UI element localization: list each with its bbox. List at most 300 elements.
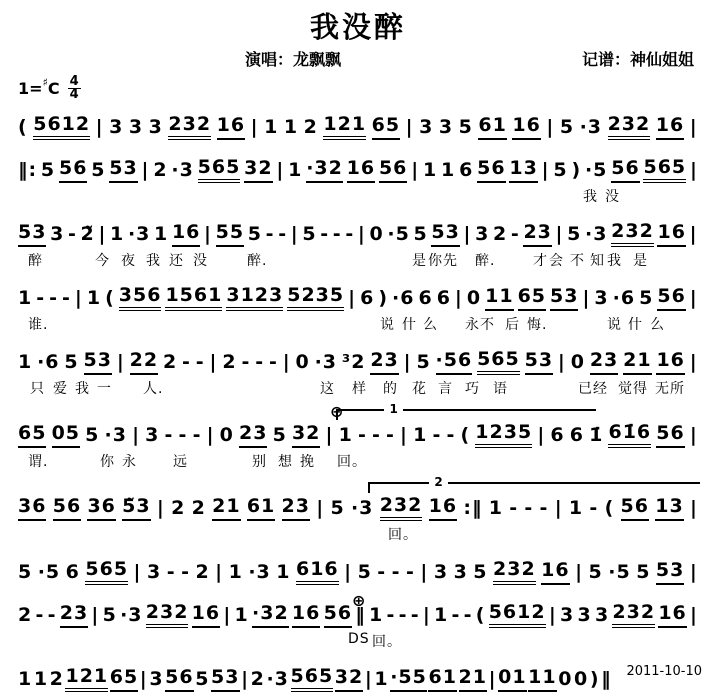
lyric-syllable: 想 (278, 454, 293, 470)
music-line (18, 659, 698, 692)
notation-token: | (156, 497, 165, 519)
notation-line (18, 665, 698, 692)
notation-token: | (689, 116, 698, 138)
notation-token: - (524, 497, 534, 519)
lyric-syllable: 我 (583, 189, 598, 205)
notation-token: 2 (303, 116, 318, 138)
notation-token: ·55 (390, 666, 427, 692)
notation-token: | (548, 604, 557, 626)
lyric-syllable: 一 (97, 381, 112, 397)
notation-token: 2 (162, 351, 178, 373)
notation-token: 5 (567, 223, 582, 245)
lyric-syllable: 什 (628, 317, 643, 333)
music-line (18, 214, 698, 268)
notation-token: 56 (53, 495, 81, 521)
lyric-syllable: 说 (380, 317, 395, 333)
notation-token: | (95, 116, 104, 138)
lyric-syllable: 这 (320, 381, 335, 397)
notation-token: 56 (59, 157, 87, 183)
notation-token: 23 (60, 602, 88, 628)
lyric-syllable: 回。 (337, 454, 367, 470)
notation-token: 232 (611, 220, 654, 247)
notation-token: 2 (49, 668, 64, 690)
coda-icon: ⊕ (352, 591, 366, 610)
notation-token: | (364, 668, 373, 690)
notation-token: 53 (656, 559, 684, 585)
notation-token: 1 (33, 668, 49, 690)
lyric-syllable: 不 (570, 253, 585, 269)
notation-token: 2 (171, 497, 186, 519)
notation-token: 1 (422, 159, 438, 181)
notation-token: 1 (288, 159, 303, 181)
lyric-syllable: 回。 (372, 634, 402, 650)
notation-token: 16 (429, 495, 457, 521)
notation-token: 56 (611, 157, 639, 183)
notation-token: 0 (369, 223, 384, 245)
notation-token: ( (475, 604, 486, 626)
notation-token: 16 (192, 602, 220, 628)
notation-token: | (204, 223, 212, 245)
notation-token: 16 (512, 114, 540, 140)
notation-token: | (206, 424, 215, 446)
notation-token: 6 (569, 424, 584, 446)
notation-token: 3 (149, 668, 164, 690)
notation-token: - (49, 287, 59, 309)
lyric-syllable: 样 (352, 381, 367, 397)
notation-token: 23 (590, 349, 618, 375)
notation-token: 2 (222, 351, 237, 373)
lyric-syllable: 你 (100, 454, 115, 470)
notation-token: 36 (18, 495, 46, 521)
notation-token: 32 (244, 157, 272, 183)
notation-token: 16 (656, 114, 684, 140)
notation-token: 5 (458, 116, 473, 138)
lyric-syllable: 今 (95, 253, 110, 269)
notation-token: 6 (418, 287, 433, 309)
notation-token: ·5 (608, 561, 631, 583)
volta-label: 2 (429, 475, 447, 489)
notation-token: ·3 (266, 668, 289, 690)
notation-token: 3 (109, 116, 124, 138)
notation-token: - (62, 287, 71, 309)
notation-token: 5 (413, 223, 428, 245)
notation-token: 13 (509, 157, 537, 183)
notation-token: 5 (102, 604, 117, 626)
notation-token: - (278, 223, 288, 245)
notation-line (18, 113, 698, 140)
notation-token: - (36, 287, 46, 309)
notation-token: 3 (419, 116, 434, 138)
byline-row (18, 47, 698, 71)
lyric-syllable: 我 (75, 381, 90, 397)
notation-token: | (555, 223, 564, 245)
notation-token: | (403, 351, 412, 373)
notation-token: 1 (338, 424, 353, 446)
key-signature (18, 73, 698, 103)
notation-token: | (241, 668, 250, 690)
music-line (18, 150, 698, 204)
notation-token: 16 (658, 602, 686, 628)
notation-token: | (689, 351, 698, 373)
notation-token: 5 (40, 159, 56, 181)
notation-token: 5 (64, 351, 79, 373)
notation-token: ·3 (127, 223, 151, 245)
notation-token: 65 (518, 285, 546, 311)
lyric-syllable: 是 (412, 253, 427, 269)
notation-token: 65 (110, 666, 138, 692)
lyrics-line (18, 630, 698, 649)
notation-token: 1 (154, 223, 169, 245)
notation-token: 5 (473, 561, 488, 583)
notation-token: ·3 (248, 561, 271, 583)
lyric-syllable: 巧 (465, 381, 480, 397)
notation-token: | (488, 668, 497, 690)
lyric-syllable: 醉. (247, 253, 268, 269)
notation-token: 6 (550, 424, 565, 446)
notation-token: 53 (18, 221, 46, 247)
notation-token: 0 (295, 351, 310, 373)
notation-token: ·6 (37, 351, 60, 373)
notation-token: - (377, 561, 387, 583)
lyric-syllable: 醉 (28, 253, 43, 269)
volta-label: 1 (384, 402, 402, 416)
notation-token: 356 (119, 284, 162, 311)
notation-token: 0 (574, 668, 589, 690)
notation-token: | (689, 287, 698, 309)
notation-token: 53 (550, 285, 578, 311)
lyrics-line (18, 450, 698, 469)
notation-token: 2 (250, 668, 265, 690)
notation-token: | (689, 223, 698, 245)
notation-token: 21 (459, 666, 487, 692)
notation-token: - (451, 604, 461, 626)
notation-token: 1 (264, 116, 279, 138)
notation-token: 232 (608, 113, 651, 140)
music-line (18, 552, 698, 585)
notation-token: 32 (292, 422, 320, 448)
lyrics-line (18, 249, 698, 268)
notation-token: - (182, 351, 191, 373)
performer-credit: 演唱：龙飘飘 (245, 50, 342, 69)
lyric-syllable: 的 (383, 381, 398, 397)
notation-token: 16 (657, 221, 685, 247)
notation-token: 5 (85, 424, 100, 446)
notation-token: 5 (195, 668, 210, 690)
time-signature-numerator: 4 (69, 73, 79, 89)
notation-token: | (557, 351, 566, 373)
notation-token: 3 (148, 116, 163, 138)
notation-token: | (209, 351, 218, 373)
notation-token: ‖: (18, 159, 38, 181)
lyric-syllable: 还 (169, 253, 184, 269)
lyric-syllable: DS (348, 631, 370, 647)
notation-token: 1 (369, 604, 384, 626)
notation-token: | (98, 223, 107, 245)
notation-token: 16 (217, 114, 245, 140)
notation-token: | (689, 561, 698, 583)
notation-token: 11 (485, 285, 513, 311)
notation-token: 01 (498, 666, 526, 692)
notation-token: | (690, 604, 698, 626)
notation-token: ·3 (585, 223, 608, 245)
lyric-syllable: 人. (143, 381, 164, 397)
notation-token: ·3 (314, 351, 338, 373)
notation-token: 5612 (33, 113, 90, 140)
notation-token: | (223, 604, 232, 626)
notation-token: 56 (621, 495, 649, 521)
lyric-syllable: 么 (423, 317, 438, 333)
notation-token: 61̇6 (608, 421, 651, 448)
lyric-syllable: 没 (193, 253, 208, 269)
notation-token: - (391, 561, 401, 583)
notation-token: | (541, 159, 550, 181)
music-line (18, 278, 698, 332)
notation-token: 21 (212, 495, 240, 521)
notation-token: ) (589, 668, 600, 690)
notation-token: - (241, 351, 251, 373)
notation-token: 1 (110, 223, 125, 245)
notation-token: 1 (434, 604, 449, 626)
lyric-syllable: 什 (402, 317, 417, 333)
notation-token: | (411, 159, 420, 181)
notation-token: 565 (643, 156, 686, 183)
notation-token: 232 (493, 558, 536, 585)
notation-token: | (316, 497, 325, 519)
notation-token: - (410, 604, 420, 626)
notation-token: 565 (198, 156, 241, 183)
notation-token: ‖ (601, 668, 612, 690)
lyric-syllable: 没 (605, 189, 620, 205)
notation-token: - (509, 497, 519, 519)
notation-token: 56 (657, 285, 685, 311)
notation-token: | (689, 159, 698, 181)
notation-token: 1 (86, 287, 102, 309)
notation-token: 5 (330, 497, 345, 519)
notation-token: - (255, 351, 265, 373)
notation-token: | (74, 287, 83, 309)
notation-token: 3123 (226, 284, 283, 311)
notation-token: 3 (577, 604, 592, 626)
notation-token: 21 (623, 349, 651, 375)
lyric-syllable: 回。 (388, 527, 418, 543)
notation-token: 6 (436, 287, 451, 309)
notation-token: 121 (65, 665, 108, 692)
notation-token: ( (460, 424, 471, 446)
lyric-syllable: 已经 (578, 381, 608, 397)
notation-token: 2 (18, 604, 33, 626)
notation-token: 53 (431, 221, 459, 247)
notation-token: - (386, 604, 396, 626)
notation-token: | (133, 561, 142, 583)
notation-token: 56 (165, 666, 193, 692)
lyric-syllable: 谁. (28, 317, 49, 333)
notation-token: 1 (234, 604, 249, 626)
notation-token: - (398, 604, 408, 626)
notation-token: 3 (438, 116, 454, 138)
lyric-syllable: 夜 (121, 253, 136, 269)
lyric-syllable: 醉. (475, 253, 496, 269)
lyric-syllable: 永不 (465, 317, 495, 333)
notation-token: 23 (282, 495, 310, 521)
notation-token: 1561 (165, 284, 222, 311)
notation-token: 1 (18, 351, 33, 373)
time-signature-denominator: 4 (69, 86, 79, 102)
lyric-syllable: 我 (607, 253, 622, 269)
notation-token: | (215, 561, 224, 583)
notation-token: | (141, 159, 150, 181)
notation-token: - (371, 424, 381, 446)
notation-token: 5̃3 (122, 495, 150, 521)
notation-token: 0 (219, 424, 234, 446)
notation-token: 5 (639, 287, 654, 309)
notation-token: 616 (296, 558, 339, 585)
notation-token: 5 (416, 351, 431, 373)
notation-token: | (132, 424, 141, 446)
volta-bracket (368, 475, 700, 493)
notation-token: 13 (655, 495, 683, 521)
notation-token: 16 (656, 349, 684, 375)
lyric-syllable: 挽 (300, 454, 315, 470)
notation-token: | (537, 424, 546, 446)
notation-token: ·3 (579, 116, 603, 138)
notation-token: 1 (374, 668, 389, 690)
notation-line (18, 421, 698, 448)
lyric-syllable: 你 (428, 253, 443, 269)
notation-token: 5 (559, 116, 575, 138)
notation-token: ·32 (252, 602, 289, 628)
notation-token: 56 (656, 422, 684, 448)
notation-token: 565 (477, 348, 520, 375)
notation-token: 3 (475, 223, 490, 245)
notation-token: - (166, 561, 176, 583)
notation-token: 32 (335, 666, 363, 692)
notation-token: | (575, 561, 584, 583)
notation-token: ·5 (387, 223, 410, 245)
notation-token: | (116, 351, 125, 373)
notation-token: 61 (478, 114, 506, 140)
notation-token: - (386, 424, 395, 446)
notation-token: 36 (87, 495, 115, 521)
notation-token: ³2 (341, 351, 366, 373)
notation-token: 5 (302, 223, 317, 245)
notation-token: | (344, 561, 353, 583)
notation-token: 1 (18, 668, 33, 690)
notation-token: 1̇ (589, 424, 604, 446)
notation-token: 0 (558, 668, 573, 690)
notation-token: - (320, 223, 330, 245)
notation-token: 1 (18, 287, 33, 309)
lyric-syllable: 觉得 (618, 381, 648, 397)
notation-token: 1 (228, 561, 243, 583)
notation-token: | (290, 223, 299, 245)
notation-token: 1 (413, 424, 428, 446)
notation-token: | (276, 159, 285, 181)
notation-token: - (268, 351, 278, 373)
lyric-syllable: 悔. (527, 317, 548, 333)
lyrics-line (18, 313, 698, 332)
notation-token: 2̃ (80, 223, 95, 245)
notation-token: 0 (466, 287, 482, 309)
notation-token: 3 (594, 604, 610, 626)
lyric-syllable: 后 (505, 317, 520, 333)
notation-token: | (405, 116, 414, 138)
notation-token: 5235 (287, 284, 344, 311)
notation-token: 23 (370, 349, 398, 375)
notation-token: ·3 (104, 424, 127, 446)
lyric-syllable: 只 (30, 381, 45, 397)
notation-token: - (345, 223, 355, 245)
notation-token: 1 (283, 116, 299, 138)
notation-token: 121 (323, 113, 366, 140)
notation-token: ‖ (355, 604, 366, 626)
notation-token: 11 (528, 666, 556, 692)
lyric-syllable: 语 (493, 381, 508, 397)
notation-token: ·5 (37, 561, 61, 583)
notation-line (18, 558, 698, 585)
notation-token: | (91, 604, 100, 626)
lyric-syllable: 说 (607, 317, 622, 333)
lyric-syllable: 永 (122, 454, 137, 470)
notation-token: - (47, 604, 57, 626)
notation-token: ) (378, 287, 388, 309)
lyric-syllable: 爱 (53, 381, 68, 397)
notation-token: 56 (477, 157, 505, 183)
notation-token: ·5 (584, 159, 608, 181)
notation-token: - (357, 424, 367, 446)
music-line (18, 107, 698, 140)
sharp-icon: ♯ (42, 75, 48, 89)
key-prefix: 1= (18, 78, 43, 98)
notation-token: | (357, 223, 366, 245)
time-signature (68, 73, 81, 102)
notation-token: 65 (18, 422, 46, 448)
lyrics-line (18, 185, 698, 204)
notation-token: 16 (541, 559, 569, 585)
lyric-syllable: 么 (650, 317, 665, 333)
lyrics-line (18, 523, 698, 542)
notation-token: | (250, 116, 259, 138)
notation-token: 1 (488, 497, 503, 519)
notation-token: 5612 (489, 601, 546, 628)
notation-token: | (282, 351, 291, 373)
notation-token: 23 (523, 221, 551, 247)
notation-token: 2 (153, 159, 168, 181)
notation-token: 565 (291, 665, 334, 692)
notation-token: 16 (172, 221, 200, 247)
notation-token: 3 (145, 424, 160, 446)
notation-token: 1 (568, 497, 584, 519)
notation-token: - (463, 604, 473, 626)
notation-token: 5 (91, 159, 106, 181)
notation-token: 3 (128, 116, 144, 138)
date-stamp: 2011-10-10 (626, 664, 702, 679)
notation-token: | (348, 287, 357, 309)
notation-token: - (265, 223, 275, 245)
lyric-syllable: 是 (633, 253, 648, 269)
lyrics-line (18, 377, 698, 396)
notation-token: 55 (216, 221, 244, 247)
lyric-syllable: 花 (412, 381, 427, 397)
notation-token: 61 (428, 666, 456, 692)
notation-token: | (400, 424, 408, 446)
notation-token: 5 (272, 424, 287, 446)
music-line (18, 402, 698, 470)
notation-line (18, 348, 698, 375)
notation-token: - (181, 561, 190, 583)
lyric-syllable: 别 (252, 454, 267, 470)
notation-token: 2 (493, 223, 508, 245)
notation-token: 56 (324, 602, 352, 628)
